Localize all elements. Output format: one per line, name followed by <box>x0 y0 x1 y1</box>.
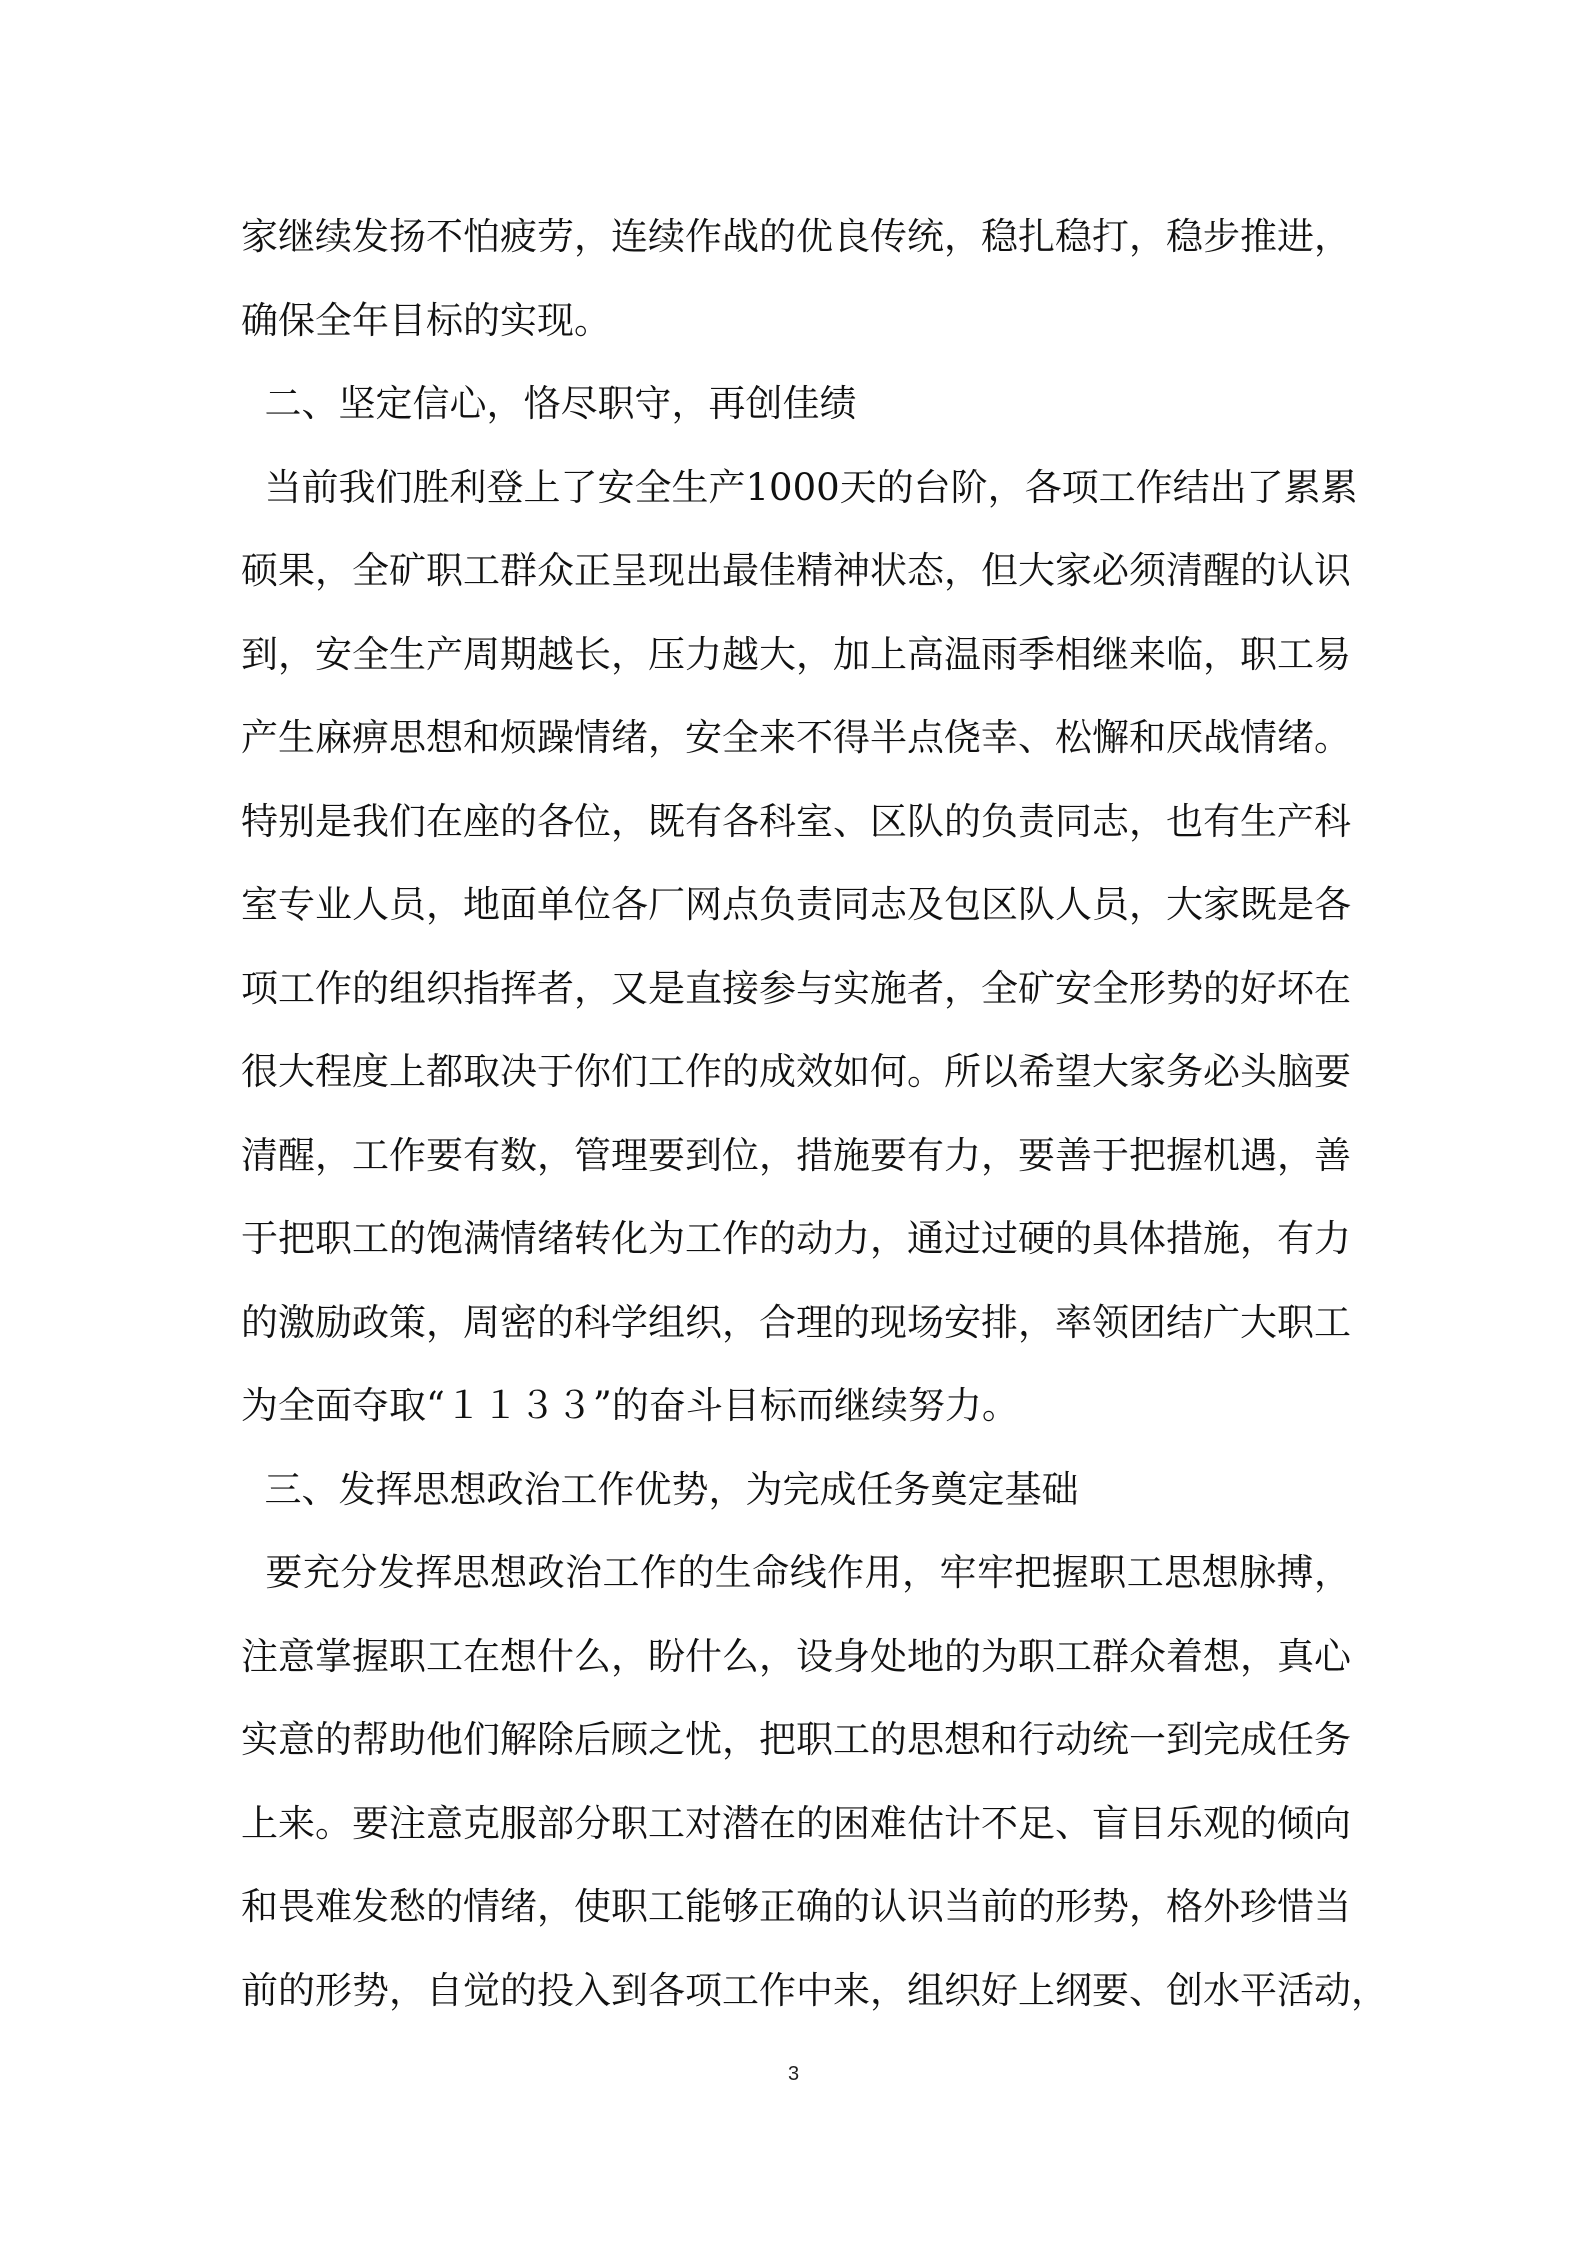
text-line: 和畏难发愁的情绪，使职工能够正确的认识当前的形势，格外珍惜当 <box>241 1885 1351 1928</box>
page-number: 3 <box>787 2063 800 2085</box>
section-heading: 二、坚定信心，恪尽职守，再创佳绩 <box>241 382 857 425</box>
text-line: 为全面夺取“１１３３”的奋斗目标而继续努力。 <box>241 1384 1019 1427</box>
text-line: 项工作的组织指挥者，又是直接参与实施者，全矿安全形势的好坏在 <box>241 966 1351 1010</box>
text-line: 很大程度上都取决于你们工作的成效如何。所以希望大家务必头脑要 <box>241 1050 1351 1093</box>
text-line: 当前我们胜利登上了安全生产1000天的台阶，各项工作结出了累累 <box>241 465 1358 509</box>
text-line: 家继续发扬不怕疲劳，连续作战的优良传统，稳扎稳打，稳步推进， <box>241 215 1351 258</box>
text-line: 实意的帮助他们解除后顾之忧，把职工的思想和行动统一到完成任务 <box>241 1718 1351 1761</box>
text-line: 清醒，工作要有数，管理要到位，措施要有力，要善于把握机遇，善 <box>241 1133 1351 1177</box>
text-line: 室专业人员，地面单位各厂网点负责同志及包区队人员，大家既是各 <box>241 883 1351 926</box>
section-heading: 三、发挥思想政治工作优势，为完成任务奠定基础 <box>241 1467 1079 1511</box>
text-line: 上来。要注意克服部分职工对潜在的困难估计不足、盲目乐观的倾向 <box>241 1801 1351 1845</box>
body-text <box>241 195 1388 2032</box>
text-line: 前的形势，自觉的投入到各项工作中来，组织好上纲要、创水平活动， <box>241 1968 1388 2012</box>
text-line: 要充分发挥思想政治工作的生命线作用，牢牢把握职工思想脉搏， <box>241 1551 1351 1594</box>
text-line: 于把职工的饱满情绪转化为工作的动力，通过过硬的具体措施，有力 <box>241 1217 1351 1260</box>
text-line: 的激励政策，周密的科学组织，合理的现场安排，率领团结广大职工 <box>241 1300 1351 1344</box>
text-line: 确保全年目标的实现。 <box>241 298 611 342</box>
text-line: 产生麻痹思想和烦躁情绪，安全来不得半点侥幸、松懈和厌战情绪。 <box>241 716 1351 759</box>
text-line: 硕果，全矿职工群众正呈现出最佳精神状态，但大家必须清醒的认识 <box>241 549 1351 592</box>
text-line: 特别是我们在座的各位，既有各科室、区队的负责同志，也有生产科 <box>241 799 1351 843</box>
text-line: 注意掌握职工在想什么，盼什么，设身处地的为职工群众着想，真心 <box>241 1634 1351 1678</box>
text-line: 到，安全生产周期越长，压力越大，加上高温雨季相继来临，职工易 <box>241 632 1351 676</box>
